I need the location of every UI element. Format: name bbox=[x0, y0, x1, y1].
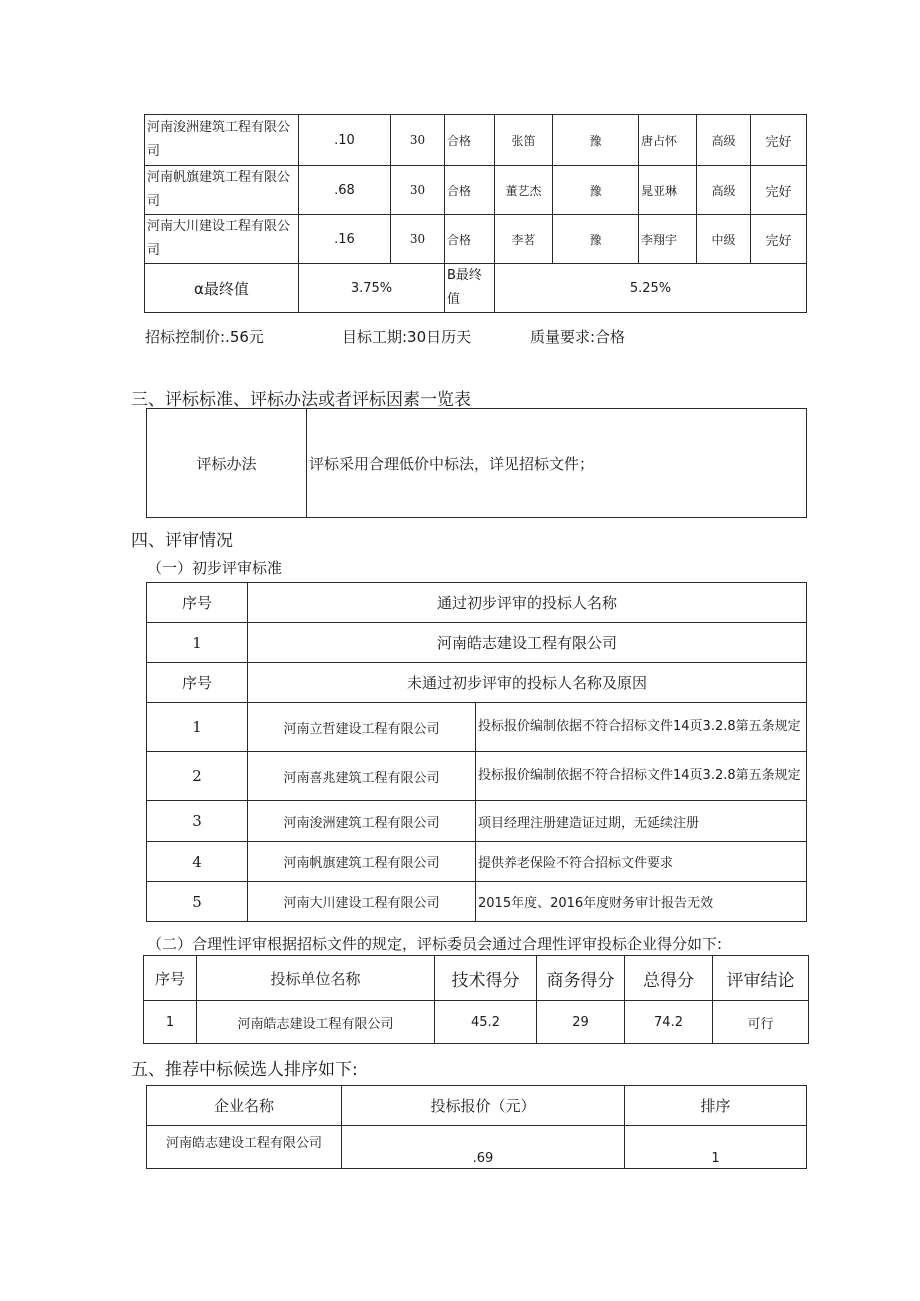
header-total-score: 总得分 bbox=[625, 956, 713, 1001]
candidate-rank: 1 bbox=[625, 1126, 807, 1169]
score-table bbox=[143, 955, 809, 1044]
table-row bbox=[147, 583, 807, 623]
table-row bbox=[147, 623, 807, 663]
bid-price: .16 bbox=[299, 215, 391, 264]
preliminary-review-table bbox=[146, 582, 807, 922]
table-row bbox=[144, 1001, 809, 1044]
score-no: 1 bbox=[144, 1001, 197, 1044]
table-row bbox=[145, 215, 807, 264]
failed-reason: 提供养老保险不符合招标文件要求 bbox=[476, 842, 807, 882]
project-manager: 李茗 bbox=[495, 215, 553, 264]
quality: 合格 bbox=[445, 166, 495, 215]
failed-header: 未通过初步评审的投标人名称及原因 bbox=[248, 663, 807, 703]
candidate-ranking-table bbox=[146, 1085, 807, 1169]
table-row bbox=[147, 842, 807, 882]
failed-reason: 投标报价编制依据不符合招标文件14页3.2.8第五条规定 bbox=[476, 703, 807, 752]
row-no: 4 bbox=[147, 842, 248, 882]
province: 豫 bbox=[553, 215, 639, 264]
title-level: 中级 bbox=[697, 215, 751, 264]
reasonableness-review-subheading: （二）合理性评审根据招标文件的规定，评标委员会通过合理性评审投标企业得分如下: bbox=[147, 935, 723, 953]
review-result: 可行 bbox=[713, 1001, 809, 1044]
bidder-table bbox=[144, 114, 807, 313]
table-row bbox=[145, 264, 807, 313]
candidate-company: 河南皓志建设工程有限公司 bbox=[147, 1126, 342, 1169]
quality: 合格 bbox=[445, 215, 495, 264]
table-row bbox=[145, 115, 807, 166]
row-no: 3 bbox=[147, 801, 248, 842]
failed-company: 河南帆旗建筑工程有限公司 bbox=[248, 842, 476, 882]
control-price: 招标控制价:.56元 bbox=[145, 328, 264, 346]
alpha-label: α最终值 bbox=[145, 264, 299, 313]
table-row bbox=[147, 1086, 807, 1126]
failed-company: 河南大川建设工程有限公司 bbox=[248, 882, 476, 922]
header-result: 评审结论 bbox=[713, 956, 809, 1001]
failed-reason: 2015年度、2016年度财务审计报告无效 bbox=[476, 882, 807, 922]
header-company-name: 企业名称 bbox=[147, 1086, 342, 1126]
failed-company: 河南立哲建设工程有限公司 bbox=[248, 703, 476, 752]
header-no: 序号 bbox=[144, 956, 197, 1001]
equipment-condition: 完好 bbox=[751, 166, 807, 215]
table-row bbox=[147, 409, 807, 518]
quality: 合格 bbox=[445, 115, 495, 166]
province: 豫 bbox=[553, 115, 639, 166]
table-row bbox=[144, 956, 809, 1001]
header-tech-score: 技术得分 bbox=[435, 956, 537, 1001]
candidate-bid-price: .69 bbox=[342, 1126, 625, 1169]
method-label: 评标办法 bbox=[147, 409, 307, 518]
table-row bbox=[147, 703, 807, 752]
company-name: 河南大川建设工程有限公司 bbox=[145, 215, 299, 264]
header-business-score: 商务得分 bbox=[537, 956, 625, 1001]
tech-score: 45.2 bbox=[435, 1001, 537, 1044]
section-5-heading: 五、推荐中标候选人排序如下: bbox=[131, 1060, 358, 1080]
row-no: 2 bbox=[147, 752, 248, 801]
business-score: 29 bbox=[537, 1001, 625, 1044]
target-duration: 目标工期:30日历天 bbox=[342, 328, 472, 346]
section-3-heading: 三、评标标准、评标办法或者评标因素一览表 bbox=[131, 390, 471, 410]
row-no: 5 bbox=[147, 882, 248, 922]
bid-price: .10 bbox=[299, 115, 391, 166]
company-name: 河南浚洲建筑工程有限公司 bbox=[145, 115, 299, 166]
duration-days: 30 bbox=[391, 166, 445, 215]
technical-lead: 晁亚琳 bbox=[639, 166, 697, 215]
province: 豫 bbox=[553, 166, 639, 215]
technical-lead: 唐占怀 bbox=[639, 115, 697, 166]
preliminary-review-subheading: （一）初步评审标准 bbox=[147, 559, 283, 577]
table-row bbox=[147, 801, 807, 842]
alpha-value: 3.75% bbox=[299, 264, 445, 313]
equipment-condition: 完好 bbox=[751, 115, 807, 166]
beta-label: B最终值 bbox=[445, 264, 495, 313]
project-manager: 董艺杰 bbox=[495, 166, 553, 215]
duration-days: 30 bbox=[391, 115, 445, 166]
table-row bbox=[147, 1126, 807, 1169]
table-row bbox=[145, 166, 807, 215]
title-level: 高级 bbox=[697, 166, 751, 215]
failed-reason: 投标报价编制依据不符合招标文件14页3.2.8第五条规定 bbox=[476, 752, 807, 801]
row-no: 1 bbox=[147, 703, 248, 752]
quality-requirement: 质量要求:合格 bbox=[530, 328, 626, 346]
method-text: 评标采用合理低价中标法，详见招标文件； bbox=[307, 409, 807, 518]
passed-header: 通过初步评审的投标人名称 bbox=[248, 583, 807, 623]
title-level: 高级 bbox=[697, 115, 751, 166]
score-company: 河南皓志建设工程有限公司 bbox=[197, 1001, 435, 1044]
header-bid-price: 投标报价（元） bbox=[342, 1086, 625, 1126]
bid-price: .68 bbox=[299, 166, 391, 215]
passed-company: 河南皓志建设工程有限公司 bbox=[248, 623, 807, 663]
evaluation-method-table bbox=[146, 408, 807, 518]
table-row bbox=[147, 663, 807, 703]
duration-days: 30 bbox=[391, 215, 445, 264]
header-rank: 排序 bbox=[625, 1086, 807, 1126]
beta-value: 5.25% bbox=[495, 264, 807, 313]
row-no: 1 bbox=[147, 623, 248, 663]
company-name: 河南帆旗建筑工程有限公司 bbox=[145, 166, 299, 215]
table-row bbox=[147, 752, 807, 801]
failed-company: 河南喜兆建筑工程有限公司 bbox=[248, 752, 476, 801]
col-no-header: 序号 bbox=[147, 583, 248, 623]
col-no-header: 序号 bbox=[147, 663, 248, 703]
failed-company: 河南浚洲建筑工程有限公司 bbox=[248, 801, 476, 842]
failed-reason: 项目经理注册建造证过期，无延续注册 bbox=[476, 801, 807, 842]
equipment-condition: 完好 bbox=[751, 215, 807, 264]
table-row bbox=[147, 882, 807, 922]
technical-lead: 李翔宇 bbox=[639, 215, 697, 264]
section-4-heading: 四、评审情况 bbox=[131, 531, 233, 551]
header-company: 投标单位名称 bbox=[197, 956, 435, 1001]
total-score: 74.2 bbox=[625, 1001, 713, 1044]
project-manager: 张笛 bbox=[495, 115, 553, 166]
